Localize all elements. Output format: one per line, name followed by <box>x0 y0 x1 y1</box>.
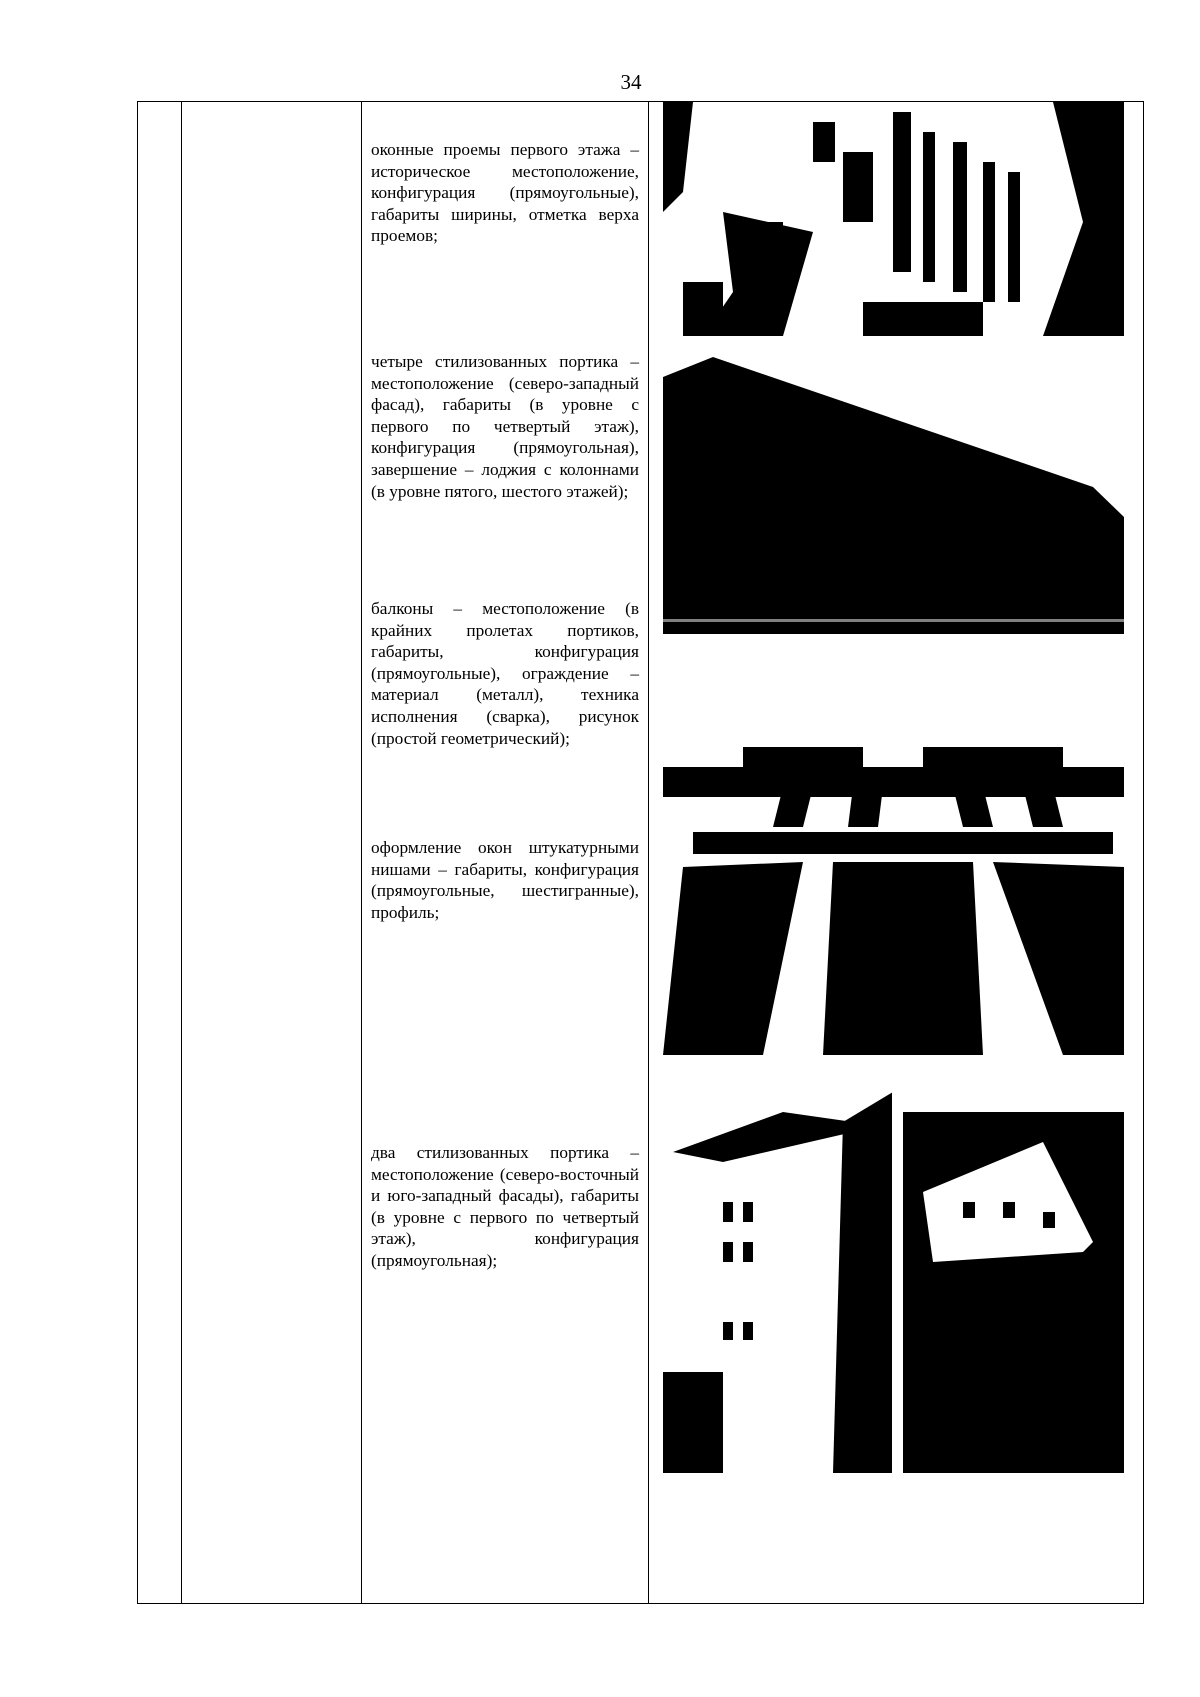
page-number: 34 <box>620 70 642 94</box>
portico-photo <box>663 357 1124 634</box>
row-text-two-porticoes: два стилизованных портика – местоположение (северо-восточный и юго-западный фасады), габариты (в уровне с первого по четвертый этаж), конфигурация (прямоугольная); <box>371 1143 639 1270</box>
column-divider-3 <box>648 102 649 1603</box>
row-text-four-porticoes: четыре стилизованных портика – местоположение (северо-западный фасад), габариты (в уровне с первого по четвертый этаж), конфигурация (прямоугольная), завершение – лоджия с колоннами (в уровне пятого, шестого этажей); <box>371 352 639 501</box>
row-text-balconies: балконы – местоположение (в крайних пролетах портиков, габариты, конфигурация (прямоугольные), ограждение – материал (металл), техника исполнения (сварка), рисунок (простой геометрический); <box>371 599 639 748</box>
window-niches-photo <box>663 747 1124 1055</box>
column-divider-2 <box>361 102 362 1603</box>
document-table <box>137 101 1144 1604</box>
corner-facades-photo <box>663 1092 1124 1473</box>
row-text-window-openings: оконные проемы первого этажа – историческое местоположение, конфигурация (прямоугольные), габариты ширины, отметка верха проемов; <box>371 140 639 246</box>
column-divider-1 <box>181 102 182 1603</box>
row-text-window-niches: оформление окон штукатурными нишами – габариты, конфигурация (прямоугольные, шестигранные), профиль; <box>371 838 639 922</box>
building-facade-photo <box>663 102 1124 336</box>
